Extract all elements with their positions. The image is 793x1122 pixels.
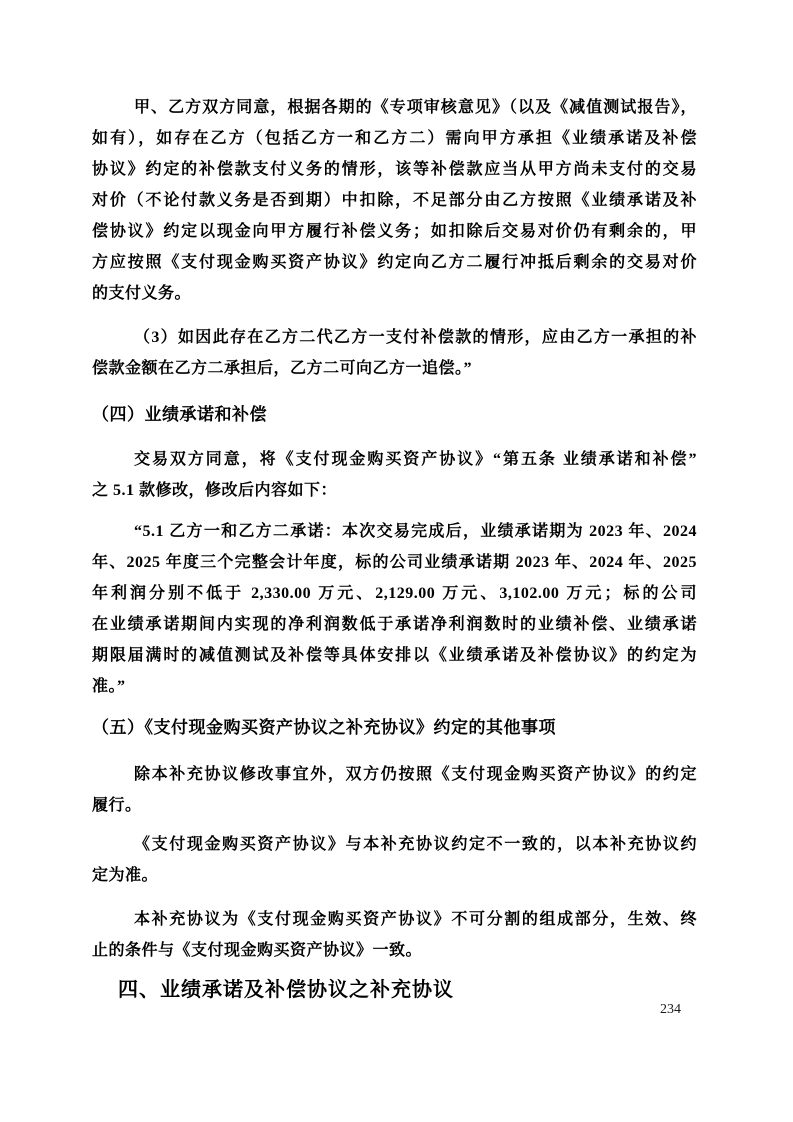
paragraph-line: 偿款金额在乙方二承担后，乙方二可向乙方一追偿。”	[92, 360, 473, 377]
paragraph-line: 除本补充协议修改事宜外，双方仍按照《支付现金购买资产协议》的约定	[134, 766, 697, 783]
paragraph-line: 本补充协议为《支付现金购买资产协议》不可分割的组成部分，生效、终	[134, 911, 697, 928]
section-heading: （五）《支付现金购买资产协议之补充协议》约定的其他事项	[92, 718, 556, 737]
paragraph	[92, 322, 697, 384]
paragraph-line: 年、2025 年度三个完整会计年度，标的公司业绩承诺期 2023 年、2024 年、2025	[92, 554, 697, 571]
paragraph-line: 准。”	[92, 678, 126, 695]
paragraph-line: 协议》约定的补偿款支付义务的情形，该等补偿款应当从甲方尚未支付的交易	[92, 161, 697, 178]
paragraph-line: 止的条件与《支付现金购买资产协议》一致。	[92, 942, 423, 959]
paragraph-line: “5.1 乙方一和乙方二承诺：本次交易完成后，业绩承诺期为 2023 年、2024	[134, 523, 697, 540]
paragraph	[92, 829, 697, 891]
paragraph-line: 履行。	[92, 797, 142, 814]
section-heading: （四）业绩承诺和补偿	[92, 405, 267, 424]
paragraph-line: 在业绩承诺期间内实现的净利润数低于承诺净利润数时的业绩补偿、业绩承诺	[92, 616, 697, 633]
page-number: 234	[660, 1002, 681, 1017]
paragraph-line: （3）如因此存在乙方二代乙方一支付补偿款的情形，应由乙方一承担的补	[134, 329, 697, 346]
document-body	[92, 92, 697, 1008]
paragraph	[92, 516, 697, 702]
paragraph-line: 之 5.1 款修改，修改后内容如下：	[92, 482, 338, 499]
paragraph	[92, 92, 697, 309]
paragraph-line: 方应按照《支付现金购买资产协议》约定向乙方二履行冲抵后剩余的交易对价	[92, 254, 697, 271]
paragraph-line: 交易双方同意，将《支付现金购买资产协议》“第五条 业绩承诺和补偿”	[134, 451, 697, 468]
paragraph	[92, 904, 697, 966]
paragraph-line: 偿协议》约定以现金向甲方履行补偿义务；如扣除后交易对价仍有剩余的，甲	[92, 223, 697, 240]
paragraph-line: 对价（不论付款义务是否到期）中扣除，不足部分由乙方按照《业绩承诺及补	[92, 192, 697, 209]
paragraph-line: 年利润分别不低于 2,330.00 万元、2,129.00 万元、3,102.00 万元；标的公司	[92, 585, 697, 602]
paragraph-line: 期限届满时的减值测试及补偿等具体安排以《业绩承诺及补偿协议》的约定为	[92, 647, 697, 664]
paragraph-line: 甲、乙方双方同意，根据各期的《专项审核意见》（以及《减值测试报告》，	[134, 99, 697, 116]
paragraph	[92, 759, 697, 821]
paragraph-line: 定为准。	[92, 867, 159, 884]
chapter-heading: 四、业绩承诺及补偿协议之补充协议	[118, 979, 454, 1001]
paragraph-line: 《支付现金购买资产协议》与本补充协议约定不一致的，以本补充协议约	[134, 836, 697, 853]
paragraph	[92, 444, 697, 506]
paragraph-line: 的支付义务。	[92, 285, 192, 302]
paragraph-line: 如有），如存在乙方（包括乙方一和乙方二）需向甲方承担《业绩承诺及补偿	[92, 130, 697, 147]
